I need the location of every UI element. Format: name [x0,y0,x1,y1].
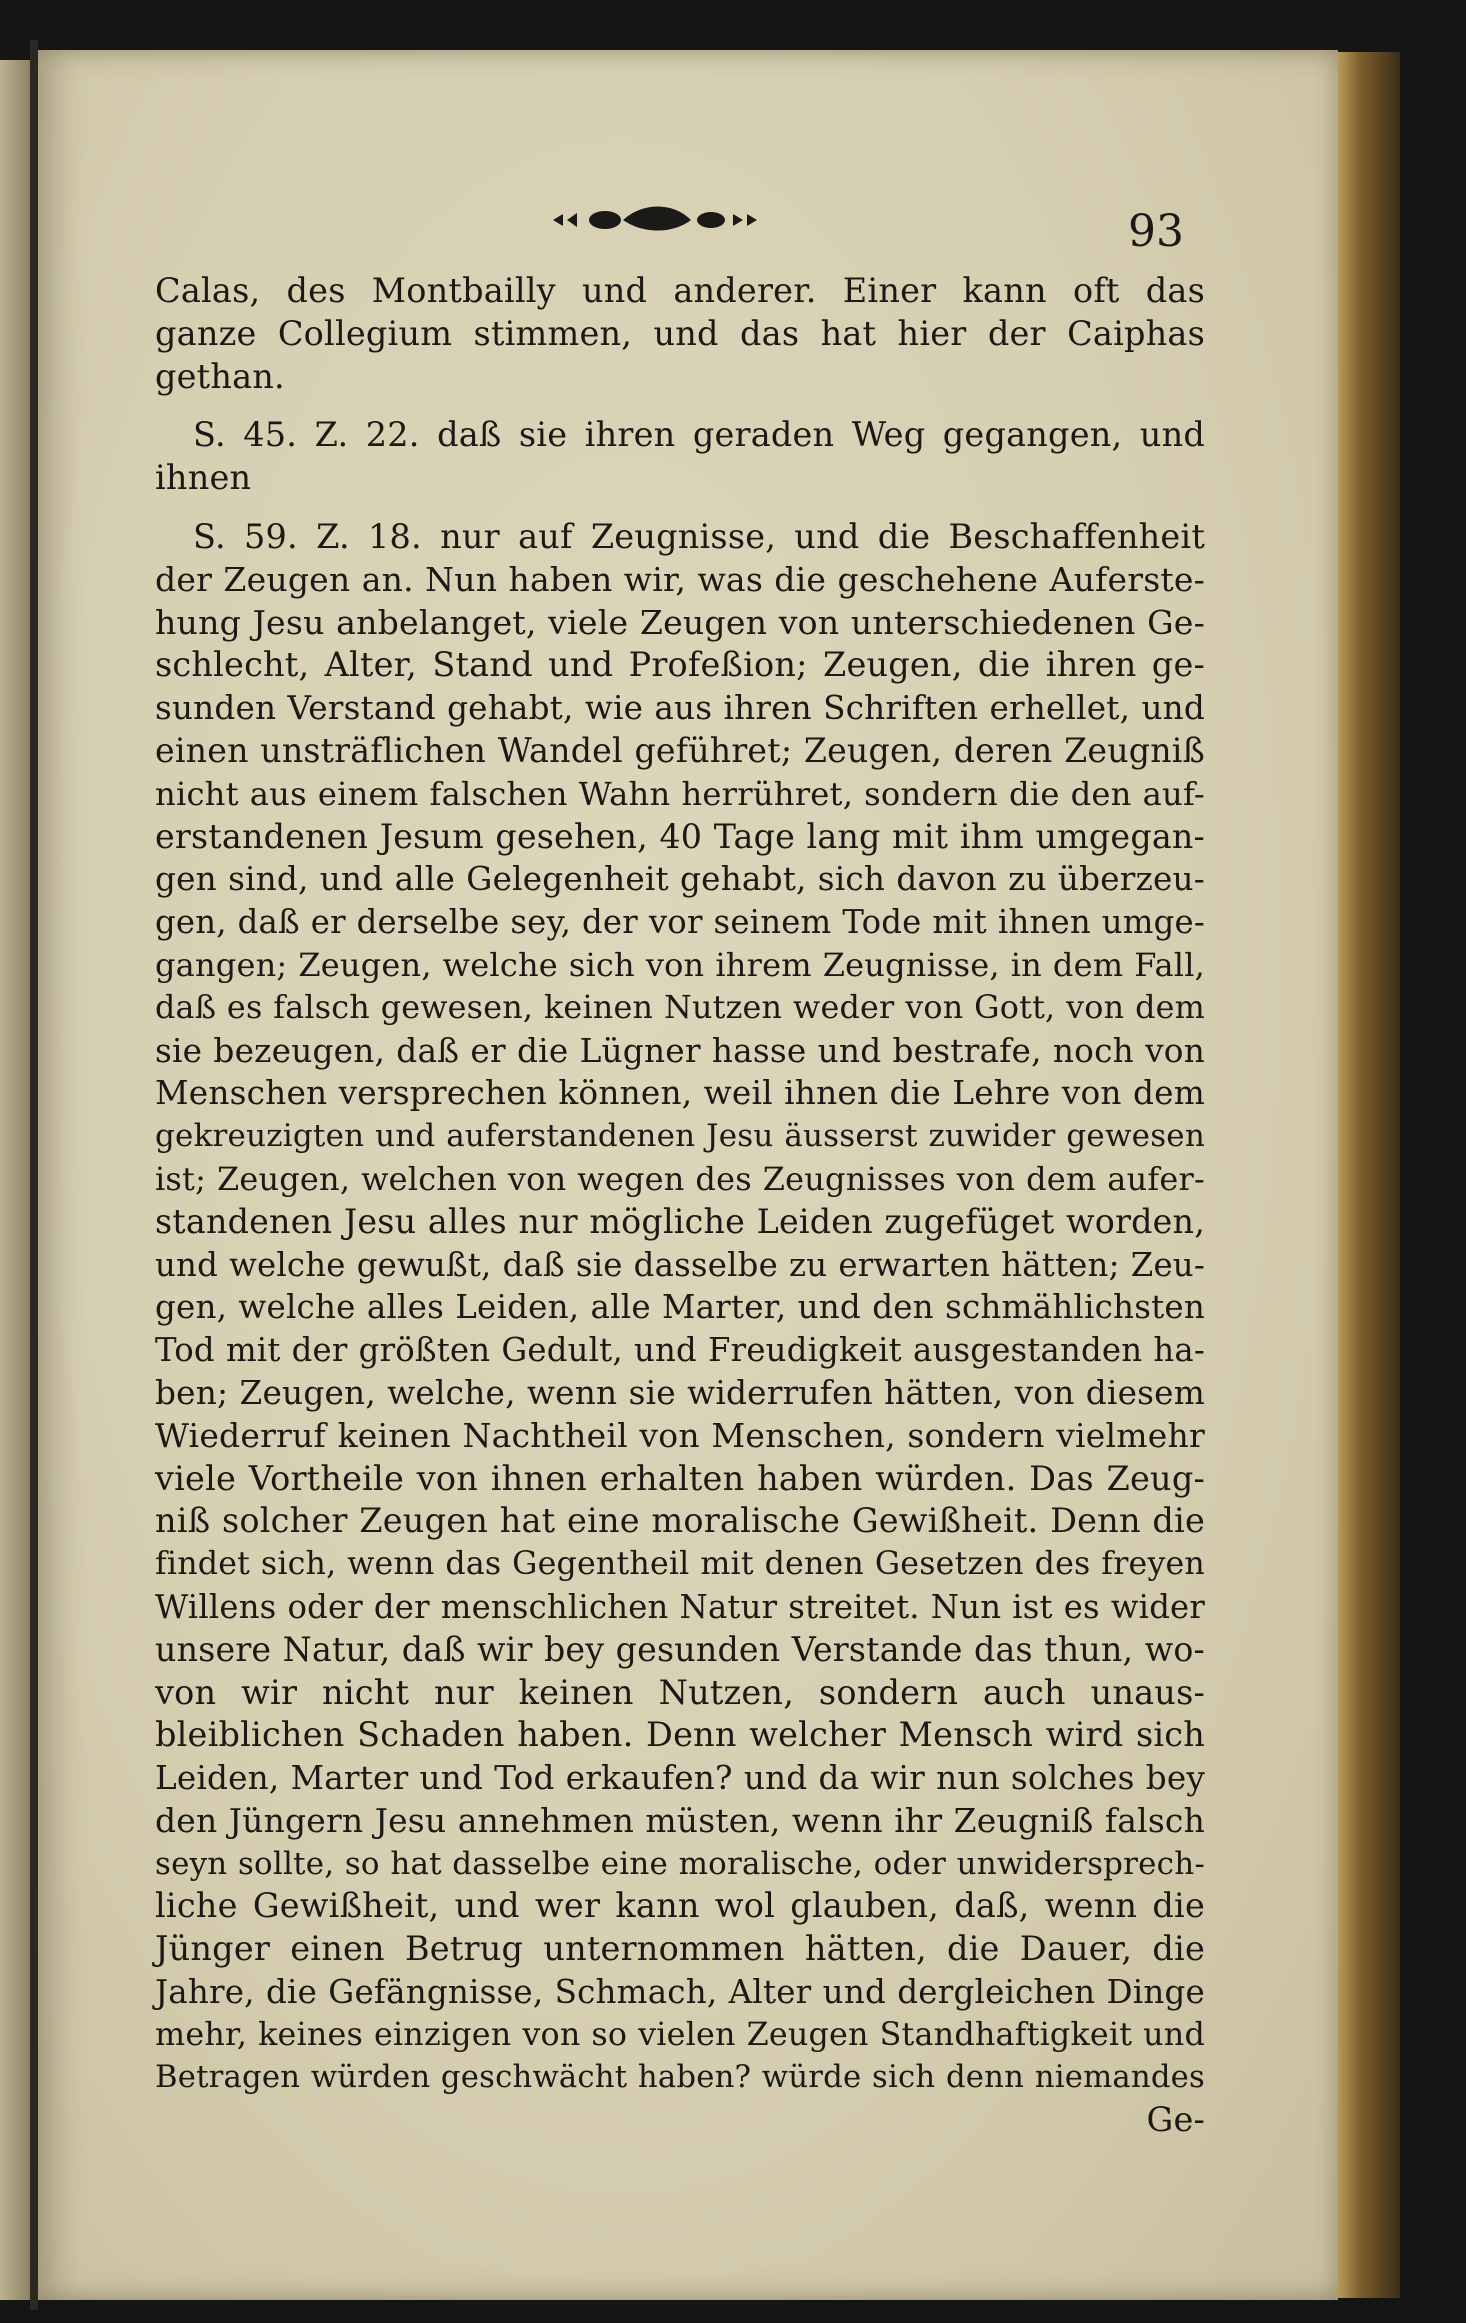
text-line: gekreuzigten und auferstandenen Jesu äusserst zuwider gewesen [155,1118,1205,1155]
text-line: schlecht, Alter, Stand und Profeßion; Zeugen, die ihren ge- [155,645,1205,685]
text-line: gangen; Zeugen, welche sich von ihrem Zeugnisse, in dem Fall, [155,945,1205,984]
text-line: liche Gewißheit, und wer kann wol glauben, daß, wenn die [155,1886,1205,1926]
text-line: Tod mit der größten Gedult, und Freudigkeit ausgestanden ha- [155,1331,1205,1370]
text-line: mehr, keines einzigen von so vielen Zeugen Standhaftigkeit und [155,2016,1205,2053]
page-number: 93 [1128,206,1184,257]
text-line: ganze Collegium stimmen, und das hat hier der Caiphas [155,313,1205,353]
text-line: Menschen versprechen können, weil ihnen die Lehre von dem [155,1074,1205,1113]
text-line: der Zeugen an. Nun haben wir, was die geschehene Auferste- [155,559,1205,599]
text-line: Jünger einen Betrug unternommen hätten, die Dauer, die [155,1929,1205,1969]
text-line: Leiden, Marter und Tod erkaufen? und da wir nun solches bey [155,1759,1205,1798]
text-line: gethan. [155,356,285,396]
text-line: findet sich, wenn das Gegentheil mit denen Gesetzen des freyen [155,1546,1205,1583]
text-line: S. 45. Z. 22. daß sie ihren geraden Weg gegangen, und [193,415,1205,455]
text-line: gen, welche alles Leiden, alle Marter, und den schmählichsten [155,1288,1205,1327]
text-line: daß es falsch gewesen, keinen Nutzen weder von Gott, von dem [155,988,1205,1026]
text-line: nicht aus einem falschen Wahn herrühret, sondern die den auf- [155,774,1205,813]
text-line: seyn sollte, so hat dasselbe eine moralische, oder unwidersprech- [155,1845,1205,1882]
text-line: von wir nicht nur keinen Nutzen, sondern auch unaus- [155,1672,1205,1712]
text-line: ben; Zeugen, welche, wenn sie widerrufen hätten, von diesem [155,1373,1205,1412]
text-line: standenen Jesu alles nur mögliche Leiden zugefüget worden, [155,1201,1205,1241]
text-line: bleiblichen Schaden haben. Denn welcher Mensch wird sich [155,1715,1205,1755]
book-gutter [30,40,38,2310]
text-line: einen unsträflichen Wandel geführet; Zeugen, deren Zeugniß [155,730,1205,770]
text-line: gen, daß er derselbe sey, der vor seinem Tode mit ihnen umge- [155,903,1205,942]
text-line: ihnen [155,458,252,498]
page-text [155,270,1205,2142]
text-line: Wiederruf keinen Nachtheil von Menschen, sondern vielmehr [155,1415,1205,1455]
catchword: Ge- [1146,2100,1205,2140]
text-line: den Jüngern Jesu annehmen müsten, wenn ihr Zeugniß falsch [155,1800,1205,1840]
text-line: Willens oder der menschlichen Natur streitet. Nun ist es wider [155,1587,1205,1626]
text-line: Betragen würden geschwächt haben? würde sich denn niemandes [155,2059,1205,2095]
text-line: unsere Natur, daß wir bey gesunden Verstande das thun, wo- [155,1629,1205,1669]
text-line: sunden Verstand gehabt, wie aus ihren Schriften erhellet, und [155,689,1205,728]
text-line: niß solcher Zeugen hat eine moralische Gewißheit. Denn die [155,1501,1205,1541]
text-line: sie bezeugen, daß er die Lügner hasse und bestrafe, noch von [155,1031,1205,1070]
header-ornament [545,200,765,240]
text-line: hung Jesu anbelanget, viele Zeugen von unterschiedenen Ge- [155,602,1205,642]
text-line: erstandenen Jesum gesehen, 40 Tage lang mit ihm umgegan- [155,816,1205,856]
text-line: gen sind, und alle Gelegenheit gehabt, sich davon zu überzeu- [155,860,1205,899]
text-line: ist; Zeugen, welchen von wegen des Zeugnisses von dem aufer- [155,1159,1205,1198]
text-line: Jahre, die Gefängnisse, Schmach, Alter und dergleichen Dinge [155,1973,1205,2012]
page-block-edge [1338,52,1400,2298]
text-line: und welche gewußt, daß sie dasselbe zu erwarten hätten; Zeu- [155,1245,1205,1284]
text-line: viele Vortheile von ihnen erhalten haben würden. Das Zeug- [155,1458,1205,1498]
text-line: Calas, des Montbailly und anderer. Einer kann oft das [155,271,1205,310]
text-line: S. 59. Z. 18. nur auf Zeugnisse, und die Beschaffenheit [193,516,1205,556]
